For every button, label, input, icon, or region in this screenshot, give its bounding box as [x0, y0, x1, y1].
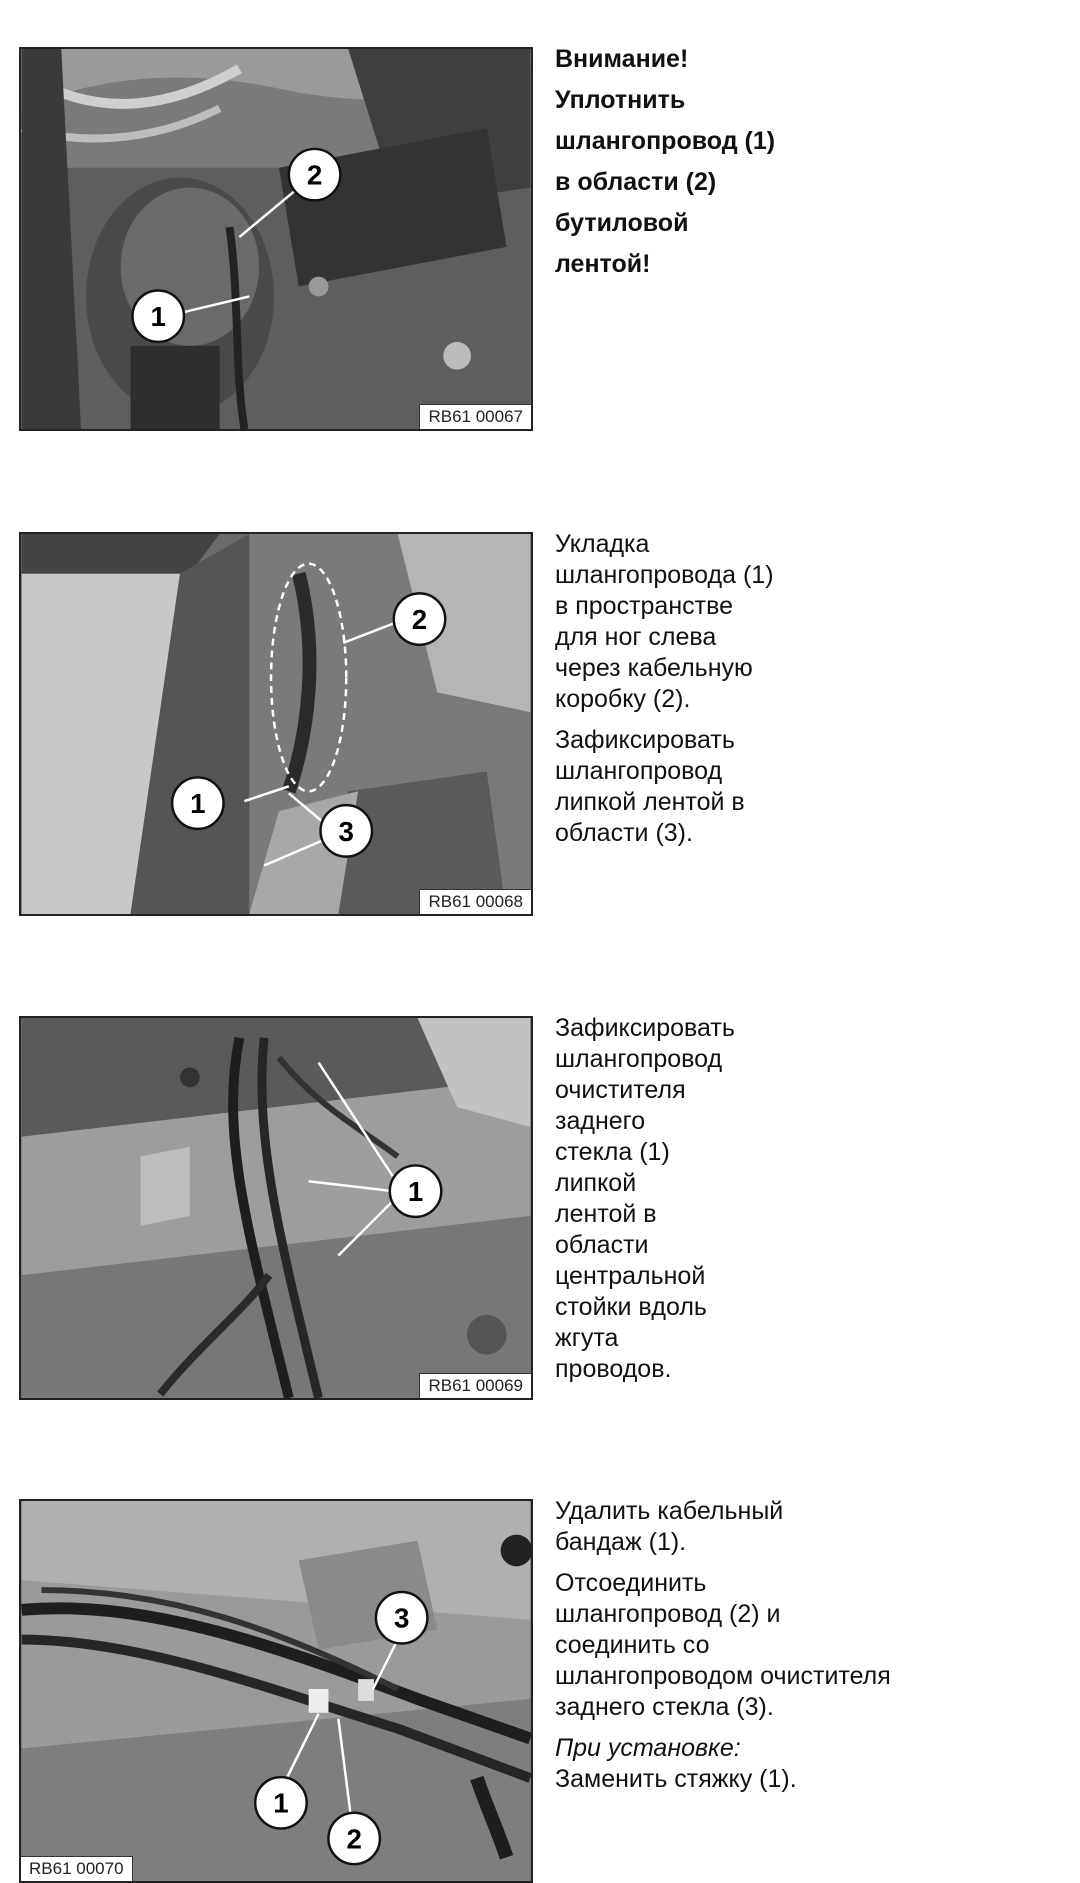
image-code: RB61 00070: [21, 1856, 133, 1881]
callout-label: 3: [393, 1602, 410, 1634]
text-line: через кабельную: [555, 654, 753, 682]
step-photo-3: [19, 1016, 533, 1400]
text-line: очистителя: [555, 1076, 686, 1104]
callout-label: 2: [346, 1823, 362, 1855]
callout-label: 1: [150, 301, 166, 333]
install-text: Заменить стяжку (1).: [555, 1765, 797, 1793]
text-line: шлангопровод (2) и: [555, 1600, 781, 1628]
warning-line: шлангопровод (1): [555, 127, 776, 155]
photo-illustration-3: [21, 1018, 531, 1398]
text-line: шлангопровод: [555, 1045, 723, 1073]
text-line: Удалить кабельный: [555, 1497, 784, 1525]
paragraph: [555, 1568, 1055, 1723]
image-code: RB61 00067: [419, 404, 531, 429]
step-photo-1: [19, 47, 533, 431]
text-line: шлангопровод: [555, 757, 723, 785]
step-photo-4: [19, 1499, 533, 1883]
text-line: заднего стекла (3).: [555, 1693, 774, 1721]
text-line: области: [555, 1231, 649, 1259]
image-code: RB61 00068: [419, 889, 531, 914]
callout-label: 3: [338, 815, 354, 847]
text-line: лентой в: [555, 1200, 657, 1228]
text-line: коробку (2).: [555, 685, 691, 713]
step-section-2: [0, 440, 1080, 920]
callout-label: 2: [306, 159, 323, 191]
text-line: Зафиксировать: [555, 726, 735, 754]
step-text-1: [555, 44, 1055, 290]
text-line: соединить со: [555, 1631, 710, 1659]
paragraph: [555, 1013, 1055, 1385]
text-line: шлангопровода (1): [555, 561, 774, 589]
step-photo-2: [19, 532, 533, 916]
text-line: шлангопроводом очистителя: [555, 1662, 891, 1690]
paragraph: [555, 1496, 1055, 1558]
warning-line: Уплотнить: [555, 86, 686, 114]
text-line: липкой: [555, 1169, 637, 1197]
photo-illustration-2: [21, 534, 531, 914]
text-line: в пространстве: [555, 592, 733, 620]
text-line: бандаж (1).: [555, 1528, 687, 1556]
warning-line: бутиловой: [555, 209, 689, 237]
callout-label: 2: [411, 604, 428, 635]
warning-title: Внимание!: [555, 45, 689, 73]
text-line: Отсоединить: [555, 1569, 707, 1597]
text-line: проводов.: [555, 1355, 672, 1383]
step-text-2: [555, 529, 1055, 859]
text-line: липкой лентой в: [555, 788, 745, 816]
step-text-4: [555, 1496, 1055, 1805]
text-line: для ног слева: [555, 623, 717, 651]
install-note: При установке:: [555, 1734, 741, 1762]
step-text-3: [555, 1013, 1055, 1395]
photo-illustration-4: [21, 1501, 531, 1881]
step-section-3: [0, 920, 1080, 1400]
callout-label: 1: [273, 1787, 289, 1819]
text-line: центральной: [555, 1262, 706, 1290]
text-line: области (3).: [555, 819, 693, 847]
text-line: Зафиксировать: [555, 1014, 735, 1042]
step-section-1: [0, 0, 1080, 440]
text-line: Укладка: [555, 530, 650, 558]
step-section-4: [0, 1400, 1080, 1882]
callout-label: 1: [407, 1176, 424, 1208]
text-line: заднего: [555, 1107, 646, 1135]
text-line: стекла (1): [555, 1138, 670, 1166]
warning-line: лентой!: [555, 250, 651, 278]
paragraph: [555, 1733, 1055, 1795]
paragraph: [555, 529, 1055, 715]
text-line: стойки вдоль: [555, 1293, 707, 1321]
paragraph: [555, 725, 1055, 849]
callout-label: 1: [190, 788, 206, 820]
photo-illustration-1: [21, 49, 531, 429]
warning-line: в области (2): [555, 168, 717, 196]
text-line: жгута: [555, 1324, 619, 1352]
image-code: RB61 00069: [419, 1373, 531, 1398]
